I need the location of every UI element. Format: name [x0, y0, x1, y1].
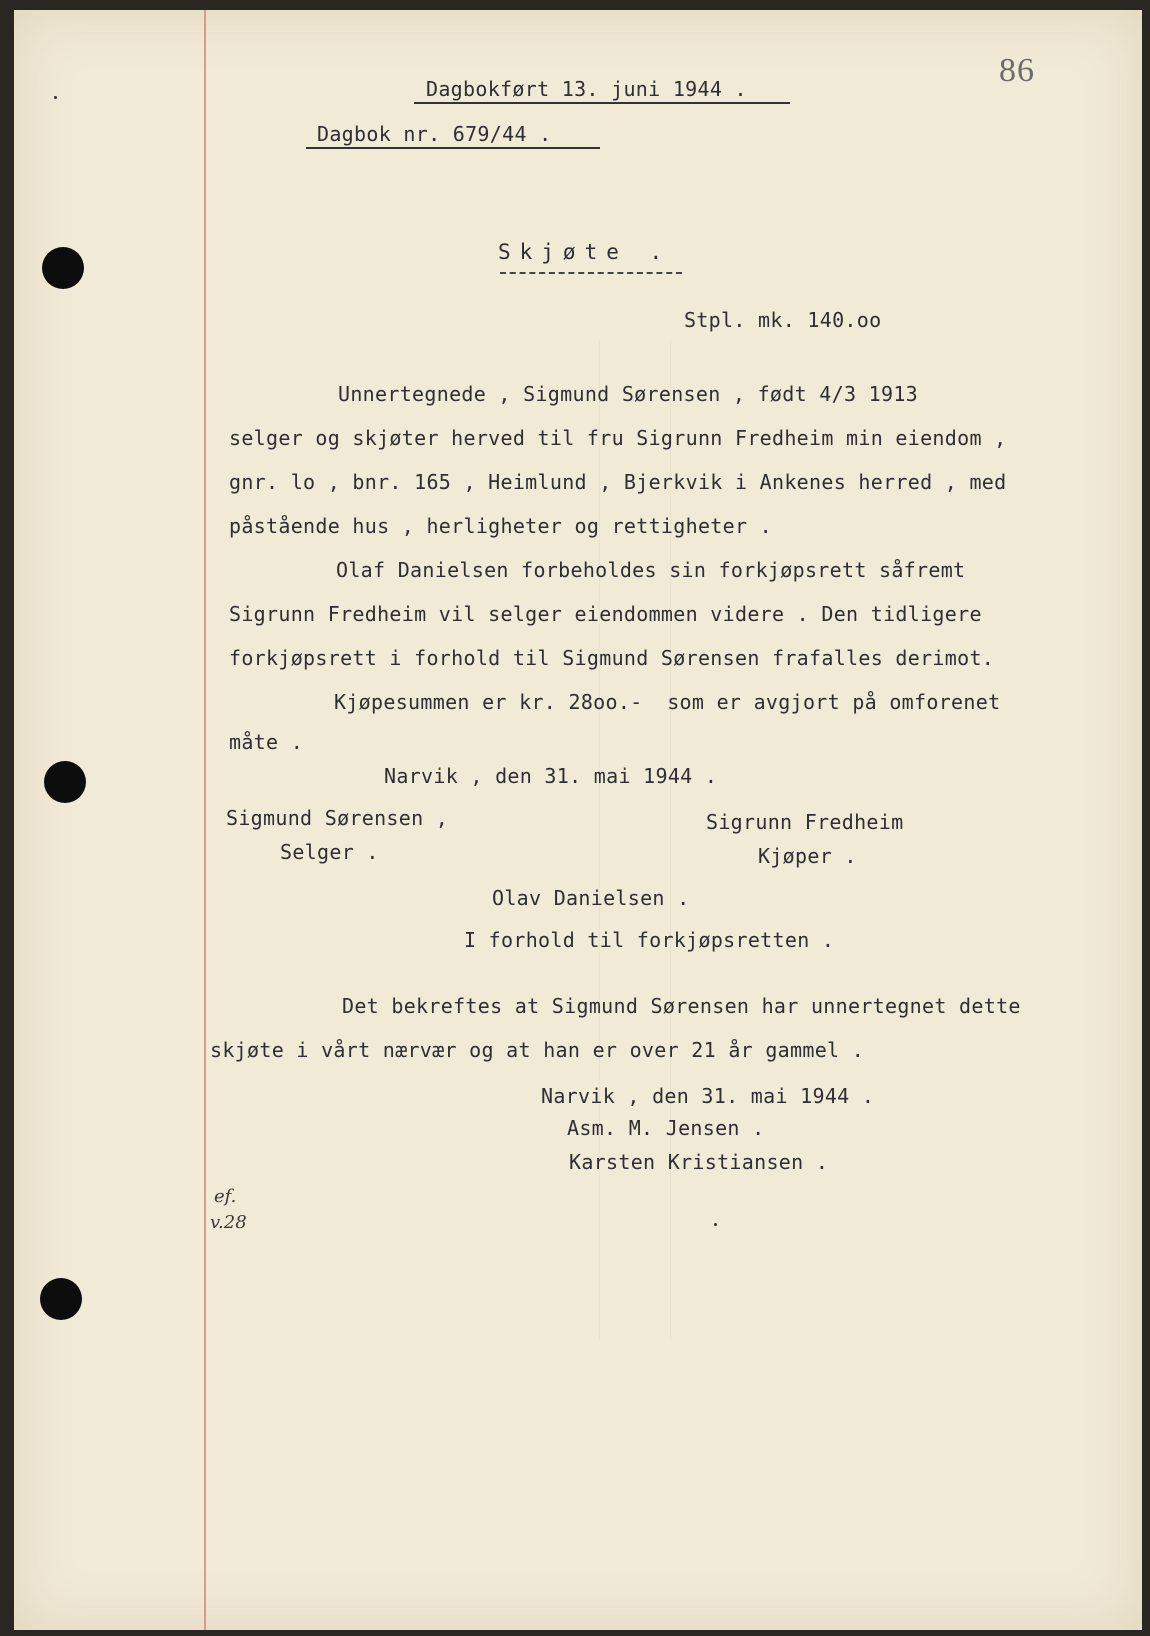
speck	[714, 1223, 717, 1226]
third-party-name: Olav Danielsen .	[492, 886, 690, 910]
diary-line-underline	[414, 102, 790, 104]
punch-hole-top	[42, 247, 84, 289]
margin-note: ef.	[214, 1186, 237, 1207]
witness-name: Asm. M. Jensen .	[567, 1116, 765, 1140]
body-line: Unnertegnede , Sigmund Sørensen , født 4/3 1913	[338, 382, 919, 406]
seller-role: Selger .	[280, 840, 379, 864]
punch-hole-middle	[44, 761, 86, 803]
body-line: påstående hus , herligheter og rettigheter .	[229, 514, 773, 538]
title-rule	[500, 272, 682, 274]
speck	[54, 96, 57, 99]
diary-number: Dagbok nr. 679/44 .	[317, 122, 552, 146]
witness-line: skjøte i vårt nærvær og at han er over 21 år gammel .	[210, 1038, 865, 1062]
body-line: Sigrunn Fredheim vil selger eiendommen videre . Den tidligere	[229, 602, 982, 626]
punch-hole-bottom	[40, 1278, 82, 1320]
third-party-note: I forhold til forkjøpsretten .	[464, 928, 835, 952]
margin-note: v.28	[210, 1212, 247, 1233]
diary-line: Dagbokført 13. juni 1944 .	[426, 77, 747, 101]
body-line: Olaf Danielsen forbeholdes sin forkjøpsrett såfremt	[336, 558, 966, 582]
witness-line: Det bekreftes at Sigmund Sørensen har unnertegnet dette	[342, 994, 1021, 1018]
page-number: 86	[999, 52, 1035, 89]
buyer-role: Kjøper .	[758, 844, 857, 868]
document-page	[14, 10, 1142, 1630]
body-line: gnr. lo , bnr. 165 , Heimlund , Bjerkvik i Ankenes herred , med	[229, 470, 1007, 494]
body-line: måte .	[229, 730, 304, 754]
place-date: Narvik , den 31. mai 1944 .	[384, 764, 718, 788]
place-date: Narvik , den 31. mai 1944 .	[541, 1084, 875, 1108]
body-line: selger og skjøter herved til fru Sigrunn Fredheim min eiendom ,	[229, 426, 1007, 450]
diary-number-underline	[306, 147, 600, 149]
stamp-fee: Stpl. mk. 140.oo	[684, 308, 882, 332]
seller-name: Sigmund Sørensen ,	[226, 806, 449, 830]
margin-line	[204, 10, 206, 1630]
body-line: forkjøpsrett i forhold til Sigmund Sørensen frafalles derimot.	[229, 646, 995, 670]
buyer-name: Sigrunn Fredheim	[706, 810, 904, 834]
document-title: Skjøte .	[498, 240, 672, 264]
witness-name: Karsten Kristiansen .	[569, 1150, 829, 1174]
body-line: Kjøpesummen er kr. 28oo.- som er avgjort på omforenet	[334, 690, 1001, 714]
